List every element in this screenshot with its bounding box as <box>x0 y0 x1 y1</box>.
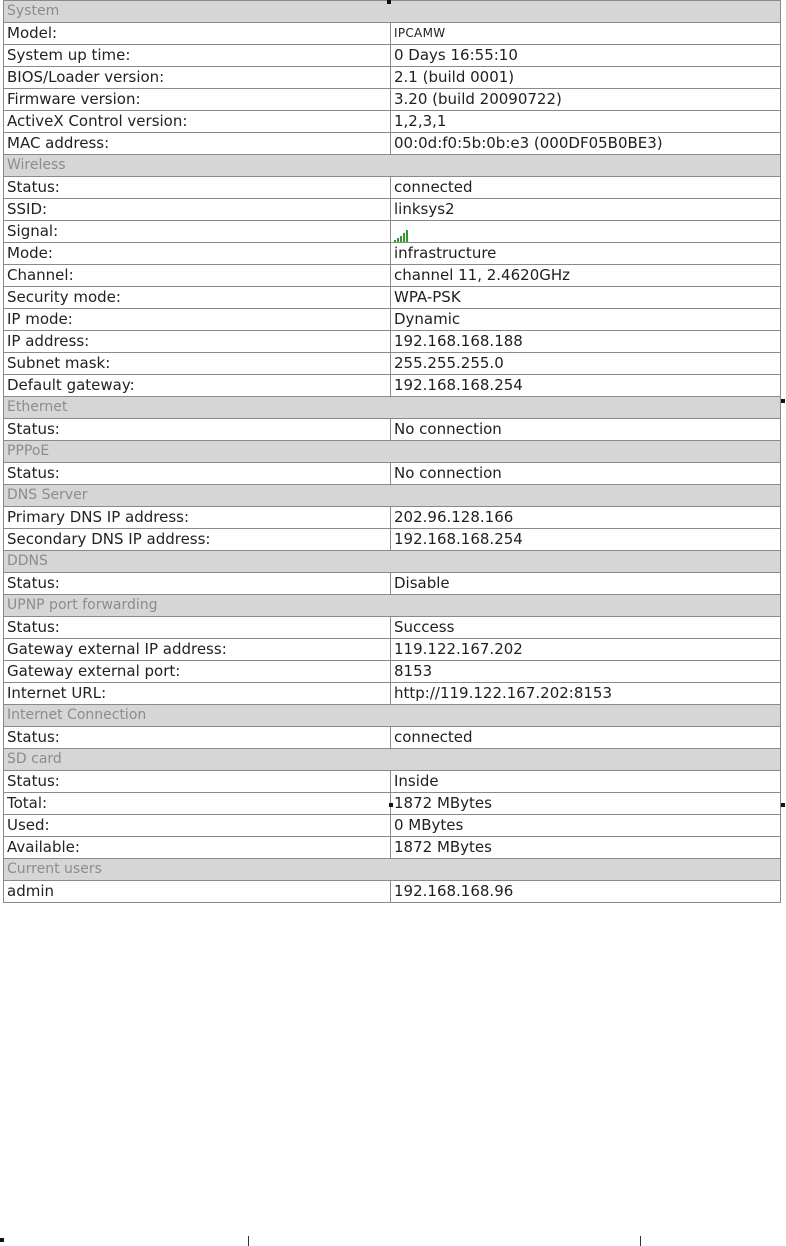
section-header-ethernet <box>4 397 781 419</box>
row-label: Firmware version: <box>4 89 391 111</box>
row-label: Channel: <box>4 265 391 287</box>
row-value: 1872 MBytes <box>391 793 781 815</box>
section-title: DNS Server <box>4 485 781 507</box>
selection-handle-left-lower <box>0 1238 4 1242</box>
table-row <box>4 221 781 243</box>
selection-handle-middle <box>389 803 393 807</box>
row-value: Inside <box>391 771 781 793</box>
table-row <box>4 727 781 749</box>
row-value: 192.168.168.96 <box>391 881 781 903</box>
section-title: UPNP port forwarding <box>4 595 781 617</box>
signal-bar <box>397 238 399 243</box>
section-title: PPPoE <box>4 441 781 463</box>
row-value: 1872 MBytes <box>391 837 781 859</box>
section-title: DDNS <box>4 551 781 573</box>
row-label: MAC address: <box>4 133 391 155</box>
row-label: Mode: <box>4 243 391 265</box>
row-label: IP address: <box>4 331 391 353</box>
table-row <box>4 837 781 859</box>
signal-bar <box>403 233 405 243</box>
row-value: 00:0d:f0:5b:0b:e3 (000DF05B0BE3) <box>391 133 781 155</box>
row-value: No connection <box>391 419 781 441</box>
row-label: Status: <box>4 419 391 441</box>
selection-handle-top <box>387 0 391 4</box>
row-value: 119.122.167.202 <box>391 639 781 661</box>
section-header-ddns <box>4 551 781 573</box>
row-label: admin <box>4 881 391 903</box>
row-label: Primary DNS IP address: <box>4 507 391 529</box>
row-label: IP mode: <box>4 309 391 331</box>
row-value: 8153 <box>391 661 781 683</box>
row-label: Subnet mask: <box>4 353 391 375</box>
table-row <box>4 23 781 45</box>
signal-bar <box>400 236 402 243</box>
section-title: Wireless <box>4 155 781 177</box>
row-value: 1,2,3,1 <box>391 111 781 133</box>
section-header-current-users <box>4 859 781 881</box>
table-row <box>4 639 781 661</box>
table-row <box>4 287 781 309</box>
section-header-upnp-port-forwarding <box>4 595 781 617</box>
row-value: Success <box>391 617 781 639</box>
table-row <box>4 45 781 67</box>
row-label: Internet URL: <box>4 683 391 705</box>
row-value: 192.168.168.254 <box>391 529 781 551</box>
table-row <box>4 243 781 265</box>
row-value <box>391 221 781 243</box>
signal-bar <box>406 230 408 243</box>
row-value: connected <box>391 177 781 199</box>
row-label: Security mode: <box>4 287 391 309</box>
table-row <box>4 617 781 639</box>
row-value: 202.96.128.166 <box>391 507 781 529</box>
row-value: 192.168.168.254 <box>391 375 781 397</box>
row-label: BIOS/Loader version: <box>4 67 391 89</box>
table-row <box>4 331 781 353</box>
signal-strength-icon <box>394 223 409 237</box>
row-value: infrastructure <box>391 243 781 265</box>
row-label: Used: <box>4 815 391 837</box>
row-value: WPA-PSK <box>391 287 781 309</box>
row-value: 2.1 (build 0001) <box>391 67 781 89</box>
table-row <box>4 463 781 485</box>
row-label: Available: <box>4 837 391 859</box>
row-label: Status: <box>4 573 391 595</box>
section-header-internet-connection <box>4 705 781 727</box>
row-value: IPCAMW <box>391 23 781 45</box>
section-header-sd-card <box>4 749 781 771</box>
section-title: System <box>4 1 781 23</box>
table-row <box>4 67 781 89</box>
row-label: Status: <box>4 617 391 639</box>
row-label: Gateway external port: <box>4 661 391 683</box>
table-row <box>4 133 781 155</box>
section-header-dns-server <box>4 485 781 507</box>
table-row <box>4 529 781 551</box>
row-value: Dynamic <box>391 309 781 331</box>
table-row <box>4 265 781 287</box>
table-row <box>4 111 781 133</box>
section-title: Current users <box>4 859 781 881</box>
row-value: 0 MBytes <box>391 815 781 837</box>
section-header-pppoe <box>4 441 781 463</box>
row-label: System up time: <box>4 45 391 67</box>
row-label: Status: <box>4 727 391 749</box>
row-value: channel 11, 2.4620GHz <box>391 265 781 287</box>
section-header-system <box>4 1 781 23</box>
row-label: Signal: <box>4 221 391 243</box>
row-label: Status: <box>4 463 391 485</box>
cut-off-border-left <box>248 1236 249 1246</box>
row-value: linksys2 <box>391 199 781 221</box>
row-value: Disable <box>391 573 781 595</box>
row-label: ActiveX Control version: <box>4 111 391 133</box>
row-value: 255.255.255.0 <box>391 353 781 375</box>
row-value: 0 Days 16:55:10 <box>391 45 781 67</box>
row-label: Secondary DNS IP address: <box>4 529 391 551</box>
row-value: 192.168.168.188 <box>391 331 781 353</box>
row-value: 3.20 (build 20090722) <box>391 89 781 111</box>
status-table <box>3 0 781 903</box>
section-title: Internet Connection <box>4 705 781 727</box>
section-title: SD card <box>4 749 781 771</box>
section-header-wireless <box>4 155 781 177</box>
table-row <box>4 89 781 111</box>
section-title: Ethernet <box>4 397 781 419</box>
table-row <box>4 507 781 529</box>
row-label: Total: <box>4 793 391 815</box>
table-row <box>4 309 781 331</box>
selection-handle-right-lower <box>781 803 785 807</box>
row-label: SSID: <box>4 199 391 221</box>
row-value: http://119.122.167.202:8153 <box>391 683 781 705</box>
selection-handle-right-upper <box>781 399 785 403</box>
table-row <box>4 661 781 683</box>
row-label: Status: <box>4 177 391 199</box>
table-row <box>4 771 781 793</box>
table-row <box>4 199 781 221</box>
row-label: Model: <box>4 23 391 45</box>
row-value: connected <box>391 727 781 749</box>
table-row <box>4 573 781 595</box>
row-label: Default gateway: <box>4 375 391 397</box>
row-label: Gateway external IP address: <box>4 639 391 661</box>
table-row <box>4 353 781 375</box>
table-row <box>4 683 781 705</box>
table-row <box>4 419 781 441</box>
row-value: No connection <box>391 463 781 485</box>
row-label: Status: <box>4 771 391 793</box>
table-row <box>4 815 781 837</box>
table-row <box>4 375 781 397</box>
table-row <box>4 177 781 199</box>
status-table-body <box>4 1 781 903</box>
cut-off-border-right <box>640 1236 641 1246</box>
table-row <box>4 881 781 903</box>
